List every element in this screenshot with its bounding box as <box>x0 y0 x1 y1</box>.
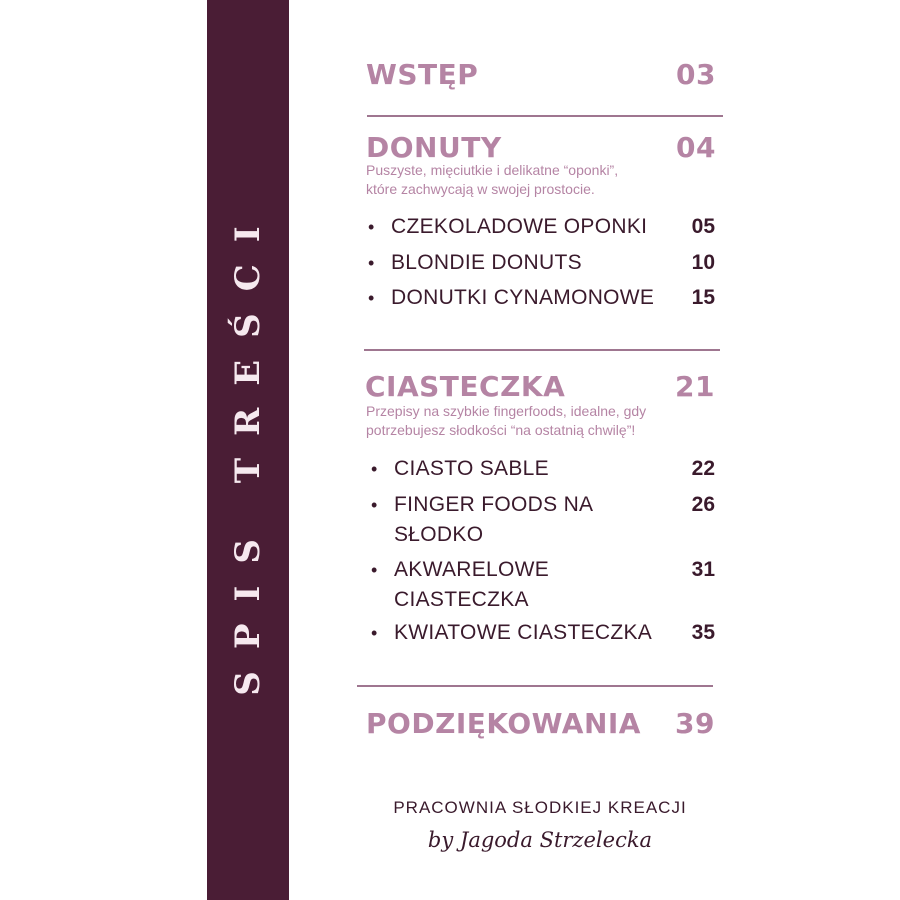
ciasteczka-description-line-1: Przepisy na szybkie fingerfoods, idealne, gdy <box>366 403 647 419</box>
item-label: CZEKOLADOWE OPONKI <box>391 215 648 238</box>
list-item[interactable] <box>368 248 715 278</box>
item-page: 10 <box>691 251 715 274</box>
donuty-description-line-2: które zachwycają w swojej prostocie. <box>366 181 595 197</box>
divider <box>364 349 720 351</box>
item-label: CIASTO SABLE <box>394 457 549 480</box>
donuty-page: 04 <box>676 131 716 164</box>
footer-brand: PRACOWNIA SŁODKIEJ KREACJI <box>393 798 687 817</box>
donuty-description <box>366 161 618 199</box>
thanks-title: PODZIĘKOWANIA <box>366 707 641 740</box>
divider <box>357 685 713 687</box>
toc-entry-thanks[interactable] <box>366 707 715 740</box>
item-label: DONUTKI CYNAMONOWE <box>391 286 655 309</box>
bullet-icon: • <box>368 217 375 237</box>
toc-entry-ciasteczka[interactable] <box>365 370 715 403</box>
list-item[interactable] <box>371 490 715 550</box>
item-page: 31 <box>691 558 715 581</box>
item-page: 26 <box>691 493 715 516</box>
item-label: FINGER FOODS NA SŁODKO <box>394 493 594 546</box>
donuty-description-line-1: Puszyste, mięciutkie i delikatne “oponki”, <box>366 162 619 178</box>
divider <box>367 115 723 117</box>
author-signature: by Jagoda Strzelecka <box>427 828 653 852</box>
thanks-page: 39 <box>675 707 715 740</box>
ciasteczka-description <box>366 402 646 440</box>
bullet-icon: • <box>371 459 378 479</box>
item-page: 35 <box>691 621 715 644</box>
list-item[interactable] <box>368 283 715 313</box>
donuty-title: DONUTY <box>366 131 502 164</box>
ciasteczka-title: CIASTECZKA <box>365 370 566 403</box>
ciasteczka-description-line-2: potrzebujesz słodkości “na ostatnią chwilę”! <box>366 422 636 438</box>
item-page: 05 <box>691 215 715 238</box>
list-item[interactable] <box>371 618 715 648</box>
list-item[interactable] <box>368 212 715 242</box>
sidebar-title: SPIS TREŚCI <box>228 204 268 696</box>
toc-entry-donuty[interactable] <box>366 131 716 164</box>
list-item[interactable] <box>371 555 715 615</box>
item-label: BLONDIE DONUTS <box>391 251 582 274</box>
toc-entry-intro[interactable] <box>366 58 716 91</box>
bullet-icon: • <box>368 288 375 308</box>
intro-title: WSTĘP <box>366 58 479 91</box>
bullet-icon: • <box>368 253 375 273</box>
bullet-icon: • <box>371 495 378 515</box>
list-item[interactable] <box>371 454 715 484</box>
item-page: 22 <box>691 457 715 480</box>
bullet-icon: • <box>371 623 378 643</box>
ciasteczka-page: 21 <box>675 370 715 403</box>
intro-page: 03 <box>676 58 716 91</box>
item-page: 15 <box>691 286 715 309</box>
bullet-icon: • <box>371 560 378 580</box>
item-label: KWIATOWE CIASTECZKA <box>394 621 653 644</box>
item-label: AKWARELOWE CIASTECZKA <box>394 558 550 611</box>
